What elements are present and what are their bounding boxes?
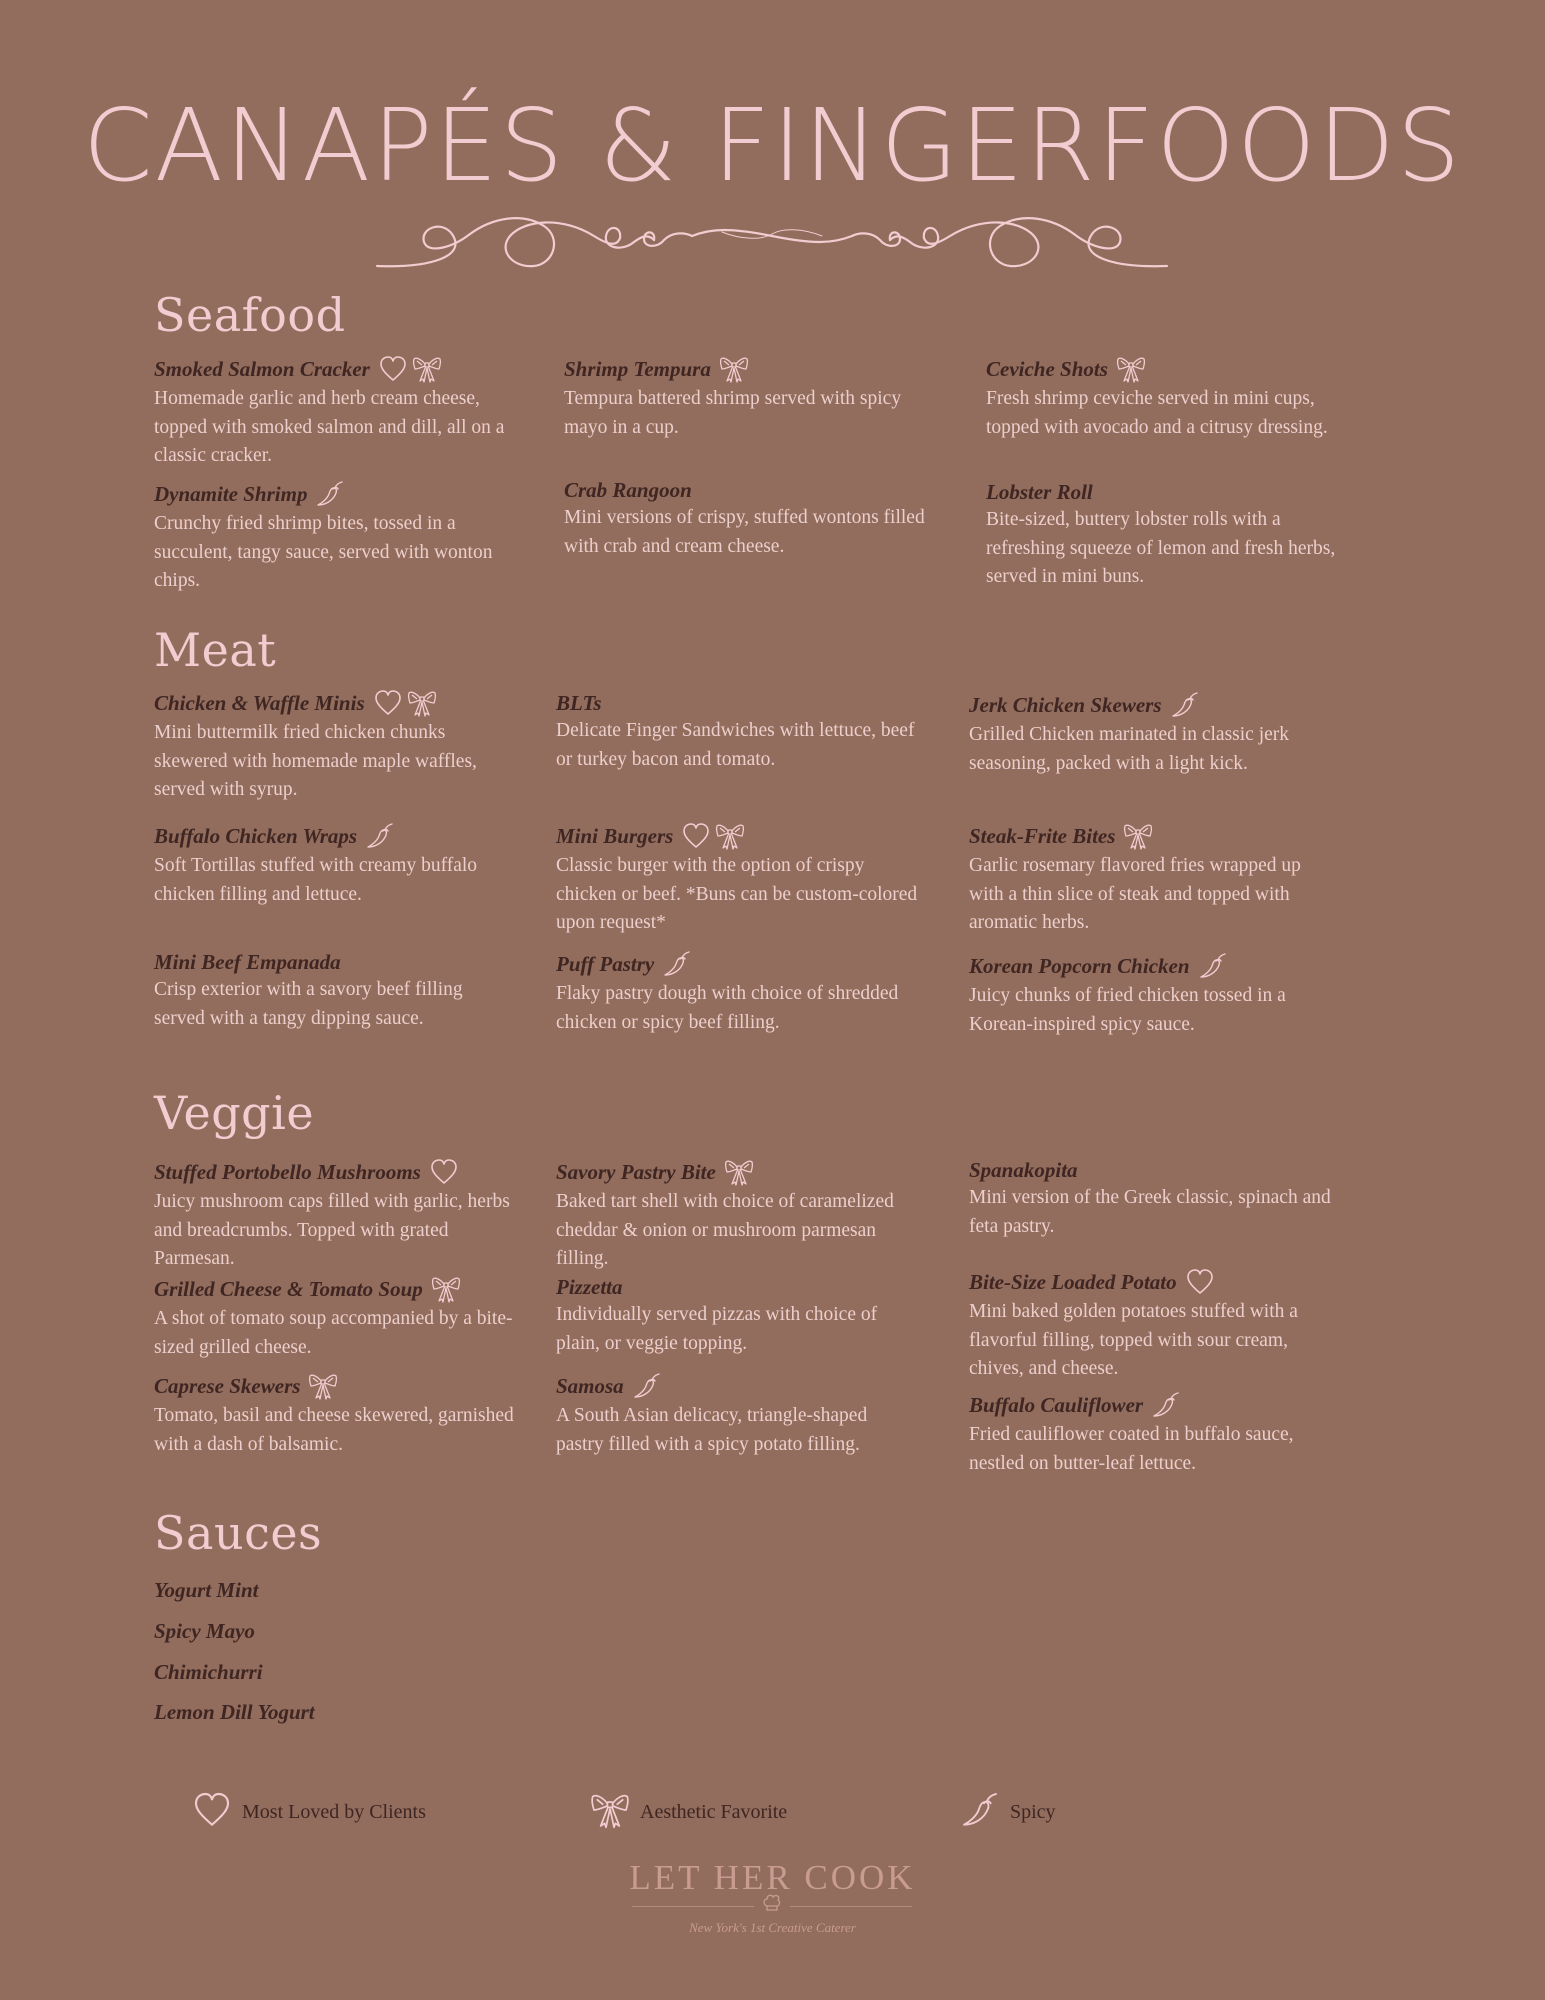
section-title-meat: Meat	[154, 623, 277, 677]
item-tags	[632, 1371, 662, 1401]
item-name-row	[154, 1274, 516, 1304]
item-name: Shrimp Tempura	[564, 357, 711, 381]
menu-item	[986, 479, 1348, 592]
item-tags	[378, 354, 442, 384]
item-description: Grilled Chicken marinated in classic jerk seasoning, packed with a light kick.	[969, 724, 1290, 774]
menu-item	[969, 1267, 1331, 1384]
item-name: Mini Beef Empanada	[154, 950, 341, 974]
bow-icon	[1123, 821, 1153, 851]
item-name: Crab Rangoon	[564, 478, 692, 502]
chili-pepper-icon	[1198, 951, 1228, 981]
chili-pepper-icon	[632, 1371, 662, 1401]
item-name: BLTs	[556, 691, 602, 715]
item-tags	[365, 821, 395, 851]
item-name-row	[556, 690, 918, 716]
menu-item	[154, 1157, 516, 1274]
item-description: Mini baked golden potatoes stuffed with a flavorful filling, topped with sour cream, chives, and cheese.	[969, 1301, 1298, 1379]
item-name-row	[556, 1274, 918, 1300]
heart-icon	[429, 1157, 459, 1187]
item-tags	[724, 1157, 754, 1187]
item-description: Fried cauliflower coated in buffalo sauce, nestled on butter-leaf lettuce.	[969, 1424, 1294, 1474]
sauce-item: Yogurt Mint	[154, 1578, 259, 1602]
item-name-row	[564, 354, 926, 384]
menu-item	[154, 1274, 516, 1362]
item-description: Crunchy fried shrimp bites, tossed in a succulent, tangy sauce, served with wonton chips.	[154, 513, 493, 591]
menu-item	[969, 690, 1331, 778]
item-description: Delicate Finger Sandwiches with lettuce, beef or turkey bacon and tomato.	[556, 720, 915, 770]
section-title-veggie: Veggie	[154, 1086, 315, 1140]
item-name-row	[154, 354, 516, 384]
item-tags	[308, 1371, 338, 1401]
item-tags	[1123, 821, 1153, 851]
menu-item	[556, 1274, 918, 1358]
item-name: Grilled Cheese & Tomato Soup	[154, 1277, 423, 1301]
menu-item	[154, 949, 516, 1033]
menu-item	[556, 821, 918, 938]
item-name: Korean Popcorn Chicken	[969, 954, 1190, 978]
item-description: Baked tart shell with choice of caramelized cheddar & onion or mushroom parmesan filling.	[556, 1191, 894, 1269]
menu-item	[154, 354, 516, 471]
heart-icon	[1185, 1267, 1215, 1297]
menu-item	[154, 1371, 516, 1459]
item-description: A South Asian delicacy, triangle-shaped pastry filled with a spicy potato filling.	[556, 1405, 868, 1455]
menu-item	[556, 690, 918, 774]
item-description: Soft Tortillas stuffed with creamy buffalo chicken filling and lettuce.	[154, 855, 478, 905]
item-name-row	[154, 1371, 516, 1401]
item-name: Bite-Size Loaded Potato	[969, 1270, 1177, 1294]
item-name-row	[154, 821, 516, 851]
item-name: Pizzetta	[556, 1275, 623, 1299]
bow-icon	[407, 688, 437, 718]
item-name-row	[154, 949, 516, 975]
item-name: Buffalo Chicken Wraps	[154, 824, 358, 848]
chef-hat-icon	[762, 1894, 782, 1912]
item-tags	[315, 479, 345, 509]
menu-item	[564, 477, 926, 561]
item-description: Fresh shrimp ceviche served in mini cups, topped with avocado and a citrusy dressing.	[986, 388, 1328, 438]
legend-label: Spicy	[1010, 1800, 1056, 1823]
menu-item	[154, 688, 516, 805]
item-name-row	[969, 1157, 1331, 1183]
menu-item	[969, 1157, 1331, 1241]
item-tags	[1170, 690, 1200, 720]
menu-item	[154, 821, 516, 909]
item-tags	[1185, 1267, 1215, 1297]
menu-item	[154, 479, 516, 596]
item-tags	[662, 949, 692, 979]
bow-icon	[590, 1790, 630, 1834]
item-description: Homemade garlic and herb cream cheese, topped with smoked salmon and dill, all on a classic cracker.	[154, 388, 505, 466]
menu-item	[969, 821, 1331, 938]
chili-pepper-icon	[365, 821, 395, 851]
menu-item	[556, 949, 918, 1037]
item-name-row	[556, 1157, 918, 1187]
item-name: Spanakopita	[969, 1158, 1078, 1182]
sauce-item: Spicy Mayo	[154, 1619, 255, 1643]
item-description: Garlic rosemary flavored fries wrapped up with a thin slice of steak and topped with aromatic herbs.	[969, 855, 1301, 933]
bow-icon	[412, 354, 442, 384]
bow-icon	[724, 1157, 754, 1187]
bow-icon	[715, 821, 745, 851]
item-description: Juicy mushroom caps filled with garlic, herbs and breadcrumbs. Topped with grated Parmesan.	[154, 1191, 510, 1269]
item-description: A shot of tomato soup accompanied by a bite-sized grilled cheese.	[154, 1308, 513, 1358]
legend-label: Aesthetic Favorite	[640, 1800, 788, 1823]
item-tags	[681, 821, 745, 851]
item-description: Mini buttermilk fried chicken chunks skewered with homemade maple waffles, served with syrup.	[154, 722, 477, 800]
item-name-row	[969, 1267, 1331, 1297]
item-name-row	[969, 1390, 1331, 1420]
brand-logo: LET HER COOK	[629, 1858, 916, 1897]
item-description: Mini versions of crispy, stuffed wontons filled with crab and cream cheese.	[564, 507, 925, 557]
item-name: Savory Pastry Bite	[556, 1160, 716, 1184]
section-title-seafood: Seafood	[154, 288, 346, 342]
brand-tagline: New York's 1st Creative Caterer	[689, 1920, 856, 1935]
bow-icon	[431, 1274, 461, 1304]
chili-pepper-icon	[315, 479, 345, 509]
bow-icon	[308, 1371, 338, 1401]
item-tags	[1198, 951, 1228, 981]
item-name: Stuffed Portobello Mushrooms	[154, 1160, 421, 1184]
chili-pepper-icon	[1170, 690, 1200, 720]
menu-item	[969, 1390, 1331, 1478]
heart-icon	[192, 1790, 232, 1834]
item-name: Buffalo Cauliflower	[969, 1393, 1144, 1417]
item-tags	[1116, 354, 1146, 384]
item-description: Juicy chunks of fried chicken tossed in a Korean-inspired spicy sauce.	[969, 985, 1286, 1035]
item-name: Smoked Salmon Cracker	[154, 357, 370, 381]
item-name: Steak-Frite Bites	[969, 824, 1116, 848]
item-name-row	[154, 688, 516, 718]
chili-pepper-icon	[960, 1790, 1000, 1834]
chili-pepper-icon	[1151, 1390, 1181, 1420]
item-description: Classic burger with the option of crispy chicken or beef. *Buns can be custom-colored upon request*	[556, 855, 918, 933]
item-name-row	[986, 354, 1348, 384]
legend-item-heart	[192, 1790, 426, 1834]
item-tags	[1151, 1390, 1181, 1420]
item-description: Crisp exterior with a savory beef filling served with a tangy dipping sauce.	[154, 979, 463, 1029]
item-name-row	[969, 690, 1331, 720]
item-name: Puff Pastry	[556, 952, 655, 976]
heart-icon	[373, 688, 403, 718]
sauce-item: Lemon Dill Yogurt	[154, 1700, 315, 1724]
brand-divider	[790, 1906, 912, 1907]
heart-icon	[378, 354, 408, 384]
item-name: Ceviche Shots	[986, 357, 1108, 381]
sauce-item: Chimichurri	[154, 1660, 263, 1684]
item-name: Lobster Roll	[986, 480, 1093, 504]
item-name-row	[556, 1371, 918, 1401]
menu-item	[556, 1157, 918, 1274]
item-tags	[719, 354, 749, 384]
item-description: Tomato, basil and cheese skewered, garnished with a dash of balsamic.	[154, 1405, 514, 1455]
menu-item	[564, 354, 926, 442]
decorative-flourish	[372, 206, 1172, 276]
menu-item	[969, 951, 1331, 1039]
item-tags	[429, 1157, 459, 1187]
item-name: Chicken & Waffle Minis	[154, 691, 365, 715]
legend-item-pepper	[960, 1790, 1056, 1834]
item-tags	[431, 1274, 461, 1304]
item-name-row	[564, 477, 926, 503]
item-name: Mini Burgers	[556, 824, 674, 848]
menu-item	[986, 354, 1348, 442]
brand-divider	[632, 1906, 754, 1907]
legend-label: Most Loved by Clients	[242, 1800, 426, 1823]
item-name-row	[154, 479, 516, 509]
item-description: Tempura battered shrimp served with spicy mayo in a cup.	[564, 388, 902, 438]
item-name: Dynamite Shrimp	[154, 482, 308, 506]
item-name-row	[556, 949, 918, 979]
bow-icon	[719, 354, 749, 384]
heart-icon	[681, 821, 711, 851]
item-description: Individually served pizzas with choice of plain, or veggie topping.	[556, 1304, 878, 1354]
item-name: Samosa	[556, 1374, 624, 1398]
item-description: Mini version of the Greek classic, spinach and feta pastry.	[969, 1187, 1331, 1237]
section-title-sauces: Sauces	[154, 1506, 323, 1560]
item-name-row	[969, 821, 1331, 851]
legend-item-bow	[590, 1790, 787, 1834]
item-description: Flaky pastry dough with choice of shredded chicken or spicy beef filling.	[556, 983, 899, 1033]
item-name: Caprese Skewers	[154, 1374, 301, 1398]
item-name-row	[556, 821, 918, 851]
chili-pepper-icon	[662, 949, 692, 979]
item-tags	[373, 688, 437, 718]
item-description: Bite-sized, buttery lobster rolls with a refreshing squeeze of lemon and fresh herbs, served in mini buns.	[986, 509, 1336, 587]
item-name-row	[154, 1157, 516, 1187]
item-name: Jerk Chicken Skewers	[969, 693, 1162, 717]
bow-icon	[1116, 354, 1146, 384]
item-name-row	[969, 951, 1331, 981]
page-title: CANAPÉS & FINGERFOODS	[82, 87, 1463, 204]
item-name-row	[986, 479, 1348, 505]
menu-item	[556, 1371, 918, 1459]
